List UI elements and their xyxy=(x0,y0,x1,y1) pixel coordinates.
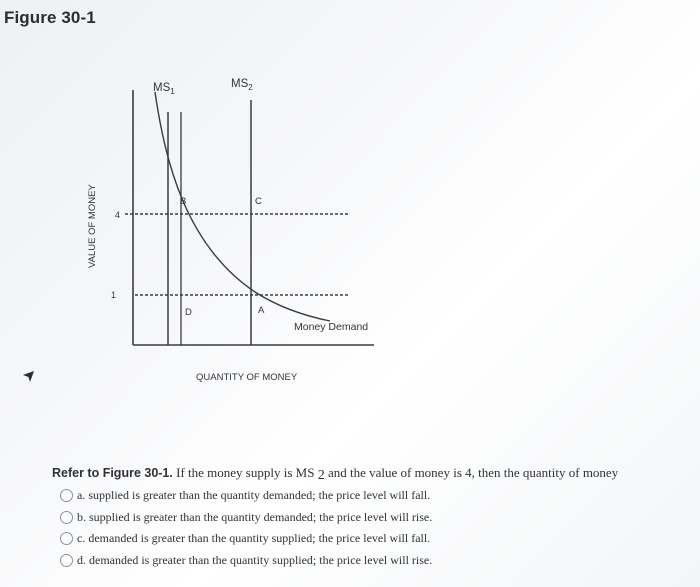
option-a-label: a. supplied is greater than the quantity demanded; the price level will fall. xyxy=(77,488,431,503)
option-b[interactable] xyxy=(60,507,692,529)
question-text-after: and the value of money is 4, then the quantity of money xyxy=(324,465,619,480)
option-c-label: c. demanded is greater than the quantity supplied; the price level will fall. xyxy=(77,531,431,546)
x-axis-label: QUANTITY OF MONEY xyxy=(196,372,298,383)
question-block xyxy=(52,465,692,571)
option-a[interactable] xyxy=(60,485,692,507)
y-tick-1: 1 xyxy=(111,290,117,300)
answer-options xyxy=(52,485,692,571)
mouse-pointer-icon xyxy=(22,370,36,384)
option-d-label: d. demanded is greater than the quantity supplied; the price level will rise. xyxy=(77,552,433,567)
question-subscript: 2 xyxy=(317,468,325,483)
option-c[interactable] xyxy=(60,528,692,550)
radio-button-d[interactable] xyxy=(60,554,73,567)
option-b-label: b. supplied is greater than the quantity demanded; the price level will rise. xyxy=(77,509,433,524)
money-demand-label: Money Demand xyxy=(294,321,369,333)
y-axis-label: VALUE OF MONEY xyxy=(87,184,98,268)
radio-button-b[interactable] xyxy=(60,511,73,524)
ms1-label: $MS_1$ xyxy=(153,82,175,96)
figure-title: Figure 30-1 xyxy=(4,8,96,27)
point-b-label: B xyxy=(180,196,187,207)
ms2-label: $MS_2$ xyxy=(231,78,253,92)
y-tick-4: 4 xyxy=(115,210,121,220)
question-text-before: If the money supply is MS xyxy=(172,465,318,480)
point-d-label: D xyxy=(185,307,192,318)
radio-button-a[interactable] xyxy=(60,489,73,502)
point-c-label: C xyxy=(255,196,262,207)
radio-button-c[interactable] xyxy=(60,532,73,545)
question-reference: Refer to Figure 30-1. xyxy=(52,466,173,480)
question-stem xyxy=(52,465,692,482)
point-a-label: A xyxy=(258,305,265,316)
option-d[interactable] xyxy=(60,550,692,572)
